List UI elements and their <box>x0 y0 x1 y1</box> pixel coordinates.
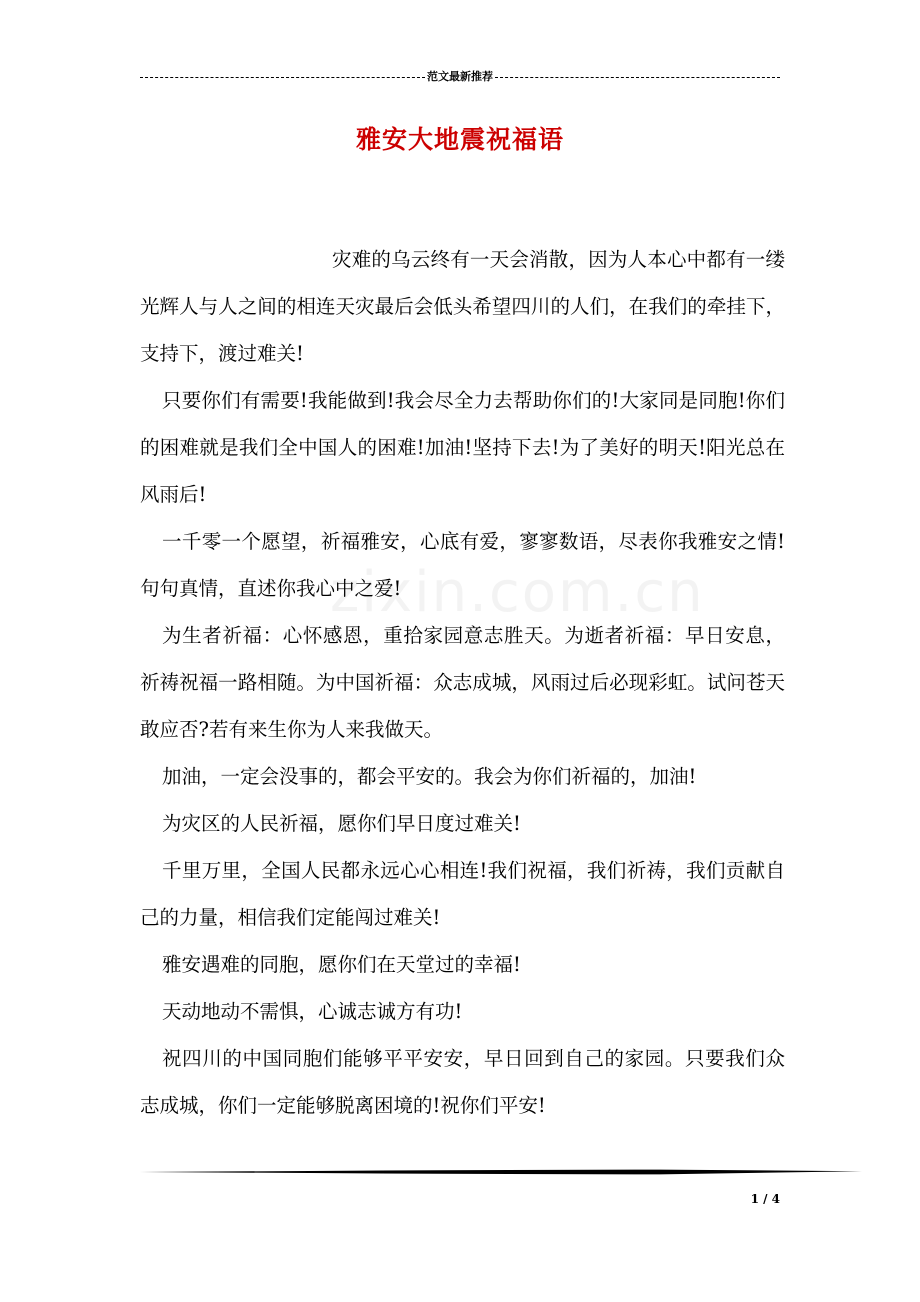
header-label: 范文最新推荐 <box>427 70 493 83</box>
paragraph: 天动地动不需惧，心诚志诚方有功! <box>162 1000 463 1023</box>
paragraph: 雅安遇难的同胞，愿你们在天堂过的幸福! <box>162 953 521 976</box>
paragraph: 为生者祈福：心怀感恩，重拾家园意志胜天。为逝者祈福：早日安息，祈祷祝福一路相随。为中国祈福：众志成城，风雨过后必现彩虹。试问苍天敢应否?若有来生你为人来我做天。 <box>140 624 785 741</box>
footer-divider <box>140 1168 862 1176</box>
paragraph: 灾难的乌云终有一天会消散，因为人本心中都有一缕光辉人与人之间的相连天灾最后会低头希望四川的人们，在我们的牵挂下，支持下，渡过难关! <box>140 248 785 365</box>
page-number: 1 / 4 <box>750 1192 780 1206</box>
paragraph: 只要你们有需要!我能做到!我会尽全力去帮助你们的!大家同是同胞!你们的困难就是我们全中国人的困难!加油!坚持下去!为了美好的明天!阳光总在风雨后! <box>140 389 785 506</box>
header-dashes-left <box>140 77 425 78</box>
paragraph: 千里万里，全国人民都永远心心相连!我们祝福，我们祈祷，我们贡献自己的力量，相信我们定能闯过难关! <box>140 859 785 929</box>
paragraph: 一千零一个愿望，祈福雅安，心底有爱，寥寥数语，尽表你我雅安之情!句句真情，直述你我心中之爱! <box>140 530 785 600</box>
document-body <box>140 236 785 1129</box>
paragraph: 加油，一定会没事的，都会平安的。我会为你们祈福的，加油! <box>162 765 697 788</box>
paragraph: 祝四川的中国同胞们能够平平安安，早日回到自己的家园。只要我们众志成城，你们一定能够脱离困境的!祝你们平安! <box>140 1047 785 1117</box>
document-title: 雅安大地震祝福语 <box>355 125 564 154</box>
header-dashes-right <box>495 77 780 78</box>
header-line <box>140 66 780 86</box>
paragraph: 为灾区的人民祈福，愿你们早日度过难关! <box>162 812 521 835</box>
watermark: zixin.com.cn <box>330 560 705 625</box>
